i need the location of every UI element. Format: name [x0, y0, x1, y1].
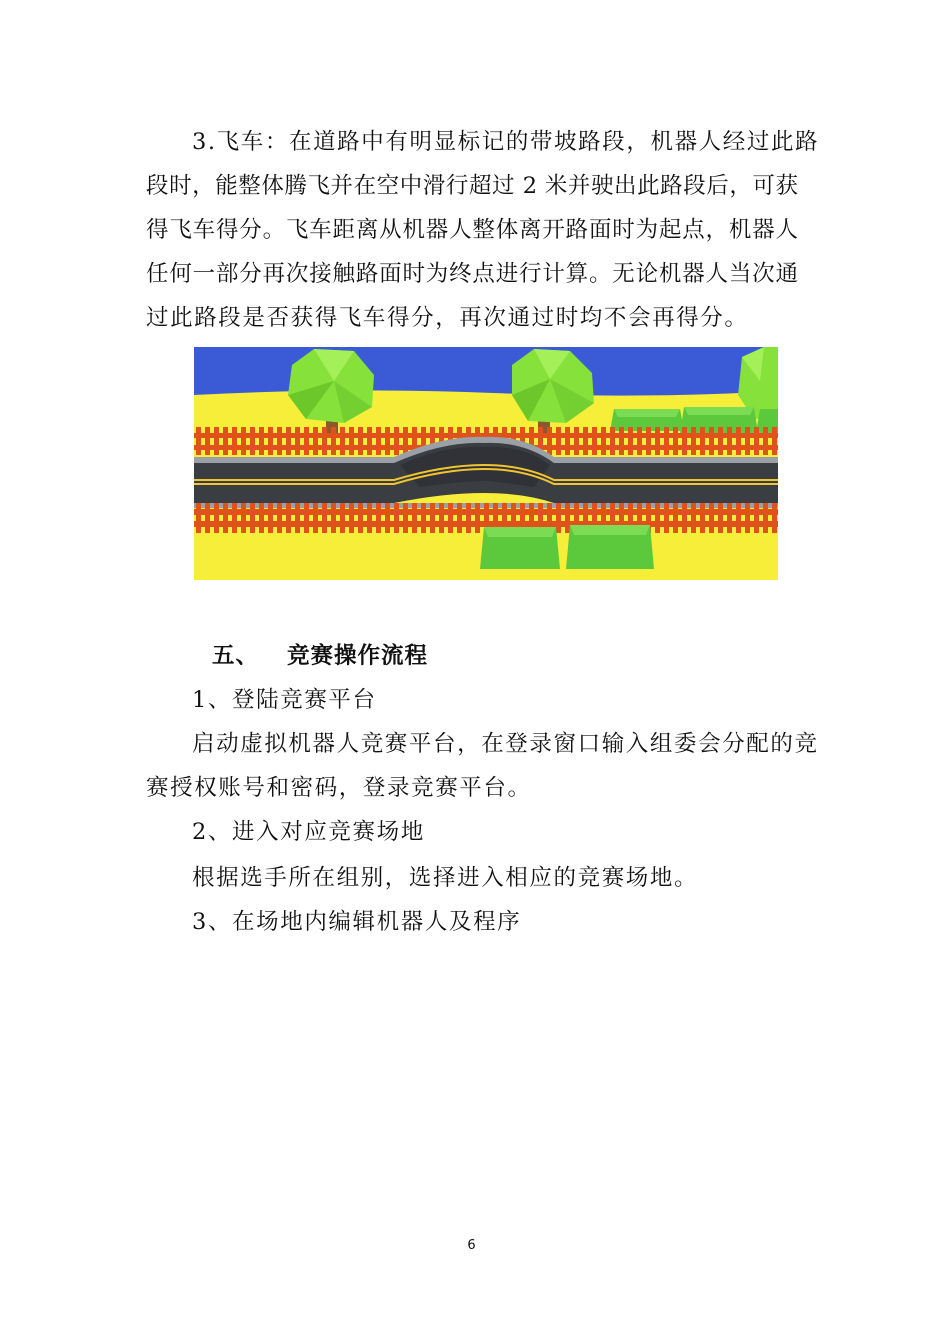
fence-picket [286, 427, 291, 455]
fence-picket [412, 503, 417, 533]
fence-picket [664, 427, 669, 455]
fence-picket [214, 427, 219, 455]
fence-picket [718, 503, 723, 533]
fence-picket [340, 503, 345, 533]
step3-title: 3、在场地内编辑机器人及程序 [192, 909, 522, 935]
fence-picket [394, 503, 399, 533]
fence-picket [664, 503, 669, 533]
fence-picket [745, 503, 750, 533]
fence-picket [205, 427, 210, 455]
fence-picket [376, 503, 381, 533]
fence-picket [367, 503, 372, 533]
fence-picket [556, 503, 561, 533]
fence-picket [610, 427, 615, 455]
fence-picket [457, 503, 462, 533]
fence-picket [637, 427, 642, 455]
step1-title: 1、登陆竞赛平台 [192, 687, 377, 713]
fence-picket [619, 427, 624, 455]
fence-picket [385, 503, 390, 533]
fence-picket [430, 503, 435, 533]
fence-picket [394, 427, 399, 455]
fence-picket [421, 503, 426, 533]
fence-picket [304, 503, 309, 533]
fence-picket [646, 427, 651, 455]
fence-picket [466, 503, 471, 533]
section-heading-number: 五、 [212, 643, 260, 669]
fence-picket [331, 427, 336, 455]
fence-picket [277, 503, 282, 533]
fence-picket [358, 427, 363, 455]
fence-picket [745, 427, 750, 455]
fence-picket [547, 427, 552, 455]
fence-picket [628, 427, 633, 455]
fence-picket [565, 503, 570, 533]
fence-picket [223, 427, 228, 455]
fence-picket [403, 427, 408, 455]
fence-picket [196, 427, 201, 455]
fence-picket [682, 503, 687, 533]
fence-picket [349, 503, 354, 533]
fence-picket [295, 503, 300, 533]
fence-picket [349, 427, 354, 455]
fence-picket [268, 503, 273, 533]
fence-picket [241, 503, 246, 533]
fence-picket [358, 503, 363, 533]
section3-line-1: 3.飞车：在道路中有明显标记的带坡路段，机器人经过此路 [192, 129, 820, 155]
fence-picket [340, 427, 345, 455]
fence-picket [691, 503, 696, 533]
fence-picket [592, 427, 597, 455]
fence-picket [655, 503, 660, 533]
fence-picket [304, 427, 309, 455]
fence-picket [268, 427, 273, 455]
page-number: 6 [467, 1238, 476, 1253]
fence-picket [736, 427, 741, 455]
fence-picket [376, 427, 381, 455]
step2-title: 2、进入对应竞赛场地 [192, 819, 425, 845]
fence-picket [700, 503, 705, 533]
fence-picket [439, 503, 444, 533]
fence-picket [286, 503, 291, 533]
fence-picket [313, 503, 318, 533]
fence-picket [205, 503, 210, 533]
fence-picket [700, 427, 705, 455]
section3-line-3: 得飞车得分。飞车距离从机器人整体离开路面时为起点，机器人 [146, 217, 798, 243]
fence-picket [673, 503, 678, 533]
fence-picket [556, 427, 561, 455]
fence-picket [583, 427, 588, 455]
fence-picket [574, 427, 579, 455]
fence-picket [727, 427, 732, 455]
fence-picket [682, 427, 687, 455]
fence-picket [331, 503, 336, 533]
fence-picket [772, 427, 777, 455]
fence-picket [214, 503, 219, 533]
ramp-road-illustration [194, 347, 778, 580]
fence-picket [763, 427, 768, 455]
fence-picket [232, 503, 237, 533]
fence-picket [772, 503, 777, 533]
step1-line-2: 赛授权账号和密码，登录竞赛平台。 [146, 775, 532, 801]
fence-picket [241, 427, 246, 455]
fence-picket [727, 503, 732, 533]
fence-picket [367, 427, 372, 455]
section3-line-2: 段时，能整体腾飞并在空中滑行超过 2 米并驶出此路段后，可获 [146, 173, 798, 199]
fence-picket [709, 427, 714, 455]
fence-picket [259, 427, 264, 455]
fence-picket [754, 503, 759, 533]
fence-picket [196, 503, 201, 533]
fence-picket [655, 427, 660, 455]
step2-text: 根据选手所在组别，选择进入相应的竞赛场地。 [192, 865, 699, 891]
fence-picket [601, 427, 606, 455]
fence-picket [718, 427, 723, 455]
fence-picket [322, 503, 327, 533]
fence-picket [565, 427, 570, 455]
fence-picket [673, 427, 678, 455]
fence-picket [250, 427, 255, 455]
fence-picket [277, 427, 282, 455]
section-heading [212, 634, 428, 678]
fence-picket [754, 427, 759, 455]
fence-picket [322, 427, 327, 455]
fence-picket [232, 427, 237, 455]
fence-picket [475, 503, 480, 533]
section-heading-title: 竞赛操作流程 [287, 643, 429, 669]
fence-picket [259, 503, 264, 533]
fence-picket [736, 503, 741, 533]
fence-picket [250, 503, 255, 533]
fence-picket [313, 427, 318, 455]
step1-line-1: 启动虚拟机器人竞赛平台，在登录窗口输入组委会分配的竞 [192, 731, 819, 757]
fence-picket [691, 427, 696, 455]
fence-picket [448, 503, 453, 533]
fence-picket [385, 427, 390, 455]
section3-line-4: 任何一部分再次接触路面时为终点进行计算。无论机器人当次通 [146, 261, 798, 287]
fence-picket [295, 427, 300, 455]
fence-picket [223, 503, 228, 533]
fence-picket [709, 503, 714, 533]
fence-picket [403, 503, 408, 533]
section3-line-5: 过此路段是否获得飞车得分，再次通过时均不会再得分。 [146, 305, 749, 331]
fence-picket [763, 503, 768, 533]
